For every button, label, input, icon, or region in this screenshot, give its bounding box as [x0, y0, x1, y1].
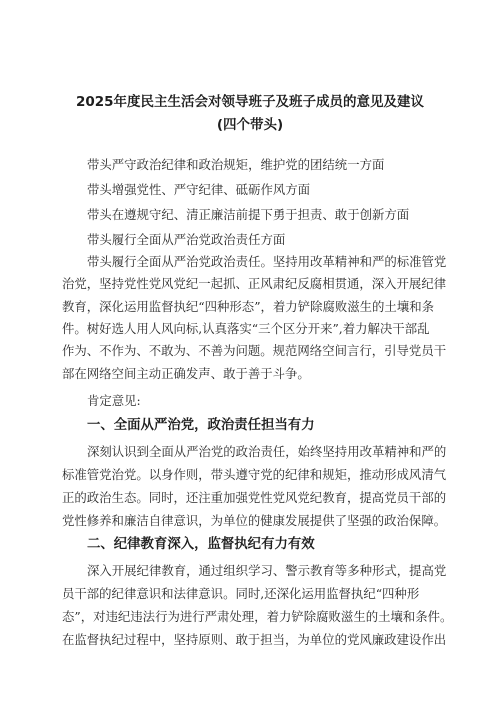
section1-line: 党性修养和廉洁自律意识，为单位的健康发展提供了坚强的政治保障。	[62, 513, 447, 528]
toc-item: 带头增强党性、严守纪律、砥砺作风方面	[87, 182, 311, 197]
section2-line: 在监督执纪过程中，坚持原则、敢于担当，为单位的党风廉政建设作出	[62, 632, 447, 647]
intro-line: 教育，深化运用监督执纪“四种形态”，着力铲除腐败滋生的土壤和条	[62, 299, 434, 314]
section1-line: 标准管党治党。以身作则，带头遵守党的纪律和规矩，推动形成风清气	[62, 467, 447, 482]
intro-line: 带头履行全面从严治党政治责任。坚持用改革精神和严的标准管党	[87, 254, 447, 269]
intro-line: 件。树好选人用人风向标,认真落实“三个区分开来”,着力解决干部乱	[62, 321, 430, 336]
section2-line: 员干部的纪律意识和法律意识。同时,还深化运用监督执纪“四种形	[62, 586, 420, 601]
document-title: 2025年度民主生活会对领导班子及班子成员的意见及建议	[75, 94, 425, 110]
document-subtitle: (四个带头)	[216, 117, 284, 133]
intro-line: 作为、不作为、不敢为、不善为问题。规范网络空间言行，引导党员干	[62, 343, 447, 358]
affirm-label: 肯定意见:	[87, 393, 141, 408]
toc-item: 带头履行全面从严治党政治责任方面	[87, 232, 286, 247]
section1-line: 深刻认识到全面从严治党的政治责任，始终坚持用改革精神和严的	[87, 444, 447, 459]
intro-line: 部在网络空间主动正确发声、敢于善于斗争。	[62, 366, 310, 381]
intro-line: 治党，坚持党性党风党纪一起抓、正风肃纪反腐相贯通，深入开展纪律	[62, 276, 447, 291]
section2-line: 深入开展纪律教育，通过组织学习、警示教育等多种形式，提高党	[87, 563, 447, 578]
section1-line: 正的政治生态。同时，还注重加强党性党风党纪教育，提高党员干部的	[62, 490, 447, 505]
toc-item: 带头严守政治纪律和政治规矩，维护党的团结统一方面	[87, 157, 385, 172]
section-heading-2: 二、纪律教育深入，监督执纪有力有效	[87, 537, 315, 552]
section-heading-1: 一、全面从严治党，政治责任担当有力	[87, 418, 315, 433]
section2-line: 态”，对违纪违法行为进行严肃处理，着力铲除腐败滋生的土壤和条件。	[62, 609, 453, 624]
toc-item: 带头在遵规守纪、清正廉洁前提下勇于担责、敢于创新方面	[87, 207, 410, 222]
